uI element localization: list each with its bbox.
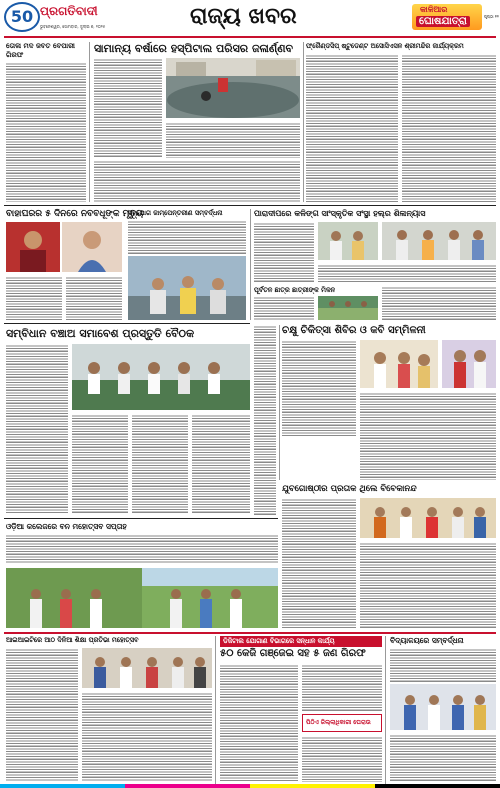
article-text [360,542,496,628]
headline-van-mahotsav: ଓଡ଼ିଆ କଲେଜରେ ବନ ମହୋତ୍ସବ ସପ୍ତାହ [6,522,127,531]
article-text [94,58,162,158]
article-text [282,340,356,436]
photo-couple [6,222,60,272]
article-text [82,692,212,782]
article-text [6,276,62,320]
article-text [66,276,122,320]
kicker-digital-supply: ଡିଜିଟାଲ ଯୋଗାଣ ବିଭାଗରେ ସନ୍ଧାନ କାର୍ଯ୍ୟ [220,636,382,647]
section-rule [4,518,278,519]
headline-eye-camp: ଚକ୍ଷୁ ଚିକିତ୍ସା ଶିବିର ଓ କବି ସମ୍ମିଳନୀ [282,325,426,336]
dateline: ଭୁବନେଶ୍ୱର, ସୋମବାର, ଜୁଲାଇ ୭, ୨୦୨୫ [40,24,106,29]
headline-student-association: ଫ୍ରୈଣ୍ଡସିପ୍ ଷ୍ଟୁଡେଣ୍ଟ ଅସୋସିଏସନ ଶ୍ରୀମନ୍ଦିର ଜାର୍ଯ୍ୟକ୍ରମ [306,42,464,50]
photo-foundation [318,222,378,260]
headline-vivekananda: ଯୁବଗୋଷ୍ଠୀର ପ୍ରତାକ ଥିଲେ ବିବେକାନନ୍ଦ [282,484,417,494]
article-text [302,664,382,712]
column-rule [250,209,251,320]
headline-felicitation: ସହଯୋଗ ଜାମ୍ପେନ୍ତରୀଣ ସମ୍ବର୍ଦ୍ଧନା [128,209,223,217]
section-rule [4,205,496,206]
headline-paradeep-foundation: ପାରାଦୀପରେ କଳିଙ୍ଗ ସାଂସ୍କୃତିକ ସଂସ୍ଥା ହଲ୍ର ଶିଳାନ୍ୟାସ [254,209,426,218]
article-text [72,414,128,514]
article-text [94,160,300,202]
article-text [254,296,314,320]
column-rule [279,325,280,480]
masthead-rule [4,36,496,38]
headline-hospital-waterlogging: ସାମାନ୍ୟ ବର୍ଷାରେ ହସ୍ପିଟାଲ ପରିସର ଜଳାର୍ଣ୍ଣବ [94,42,294,55]
column-rule [385,636,386,784]
headline-bride-death: ବାହାଘରର ୫ ଦିନରେ ନବବଧୂଙ୍କ ମୃତ୍ୟୁ [6,209,144,219]
article-text [6,62,86,202]
paper-name: ପ୍ରଗତିବାଦୀ [40,4,98,18]
section-rule [4,632,496,634]
inset-box [302,714,382,732]
photo-eye-camp [360,340,438,388]
photo-meeting [72,344,250,410]
headline-school-felicitation: ବିଦ୍ୟାଳୟରେ ସମ୍ବର୍ଦ୍ଧନା [390,636,464,645]
article-text [254,325,276,515]
festival-box [412,4,482,30]
article-text [220,664,298,782]
article-text [6,344,68,514]
column-rule [215,636,216,784]
article-text [360,392,496,480]
article-text [6,534,278,564]
article-text [382,286,496,320]
article-text [306,54,398,202]
festival-small: କାଳିଆର [420,5,448,14]
masthead [0,0,500,34]
article-text [390,648,496,682]
article-text [318,264,496,282]
photo-waterlogged-hospital [166,58,300,118]
anniversary-logo: 50 [4,2,40,32]
article-text [166,122,300,158]
footer-bar [0,784,500,788]
photo-felicitation [128,256,246,320]
headline-alumni-meet: ପୂର୍ବତନ ଛାତ୍ର ଛାତ୍ରୀଙ୍କ ମିଳନ [254,286,336,294]
photo-iit-event [82,648,212,688]
photo-youth-event [360,498,496,538]
article-text [302,736,382,782]
article-text [254,222,314,282]
article-text [282,498,356,628]
festival-big: ଘୋଷଯାତ୍ରା [416,16,470,27]
column-rule [303,42,304,202]
article-text [192,414,250,514]
photo-alumni [318,296,378,320]
section-rule [4,323,250,324]
headline-constitution-meeting: ସମ୍ବିଧାନ ବଞ୍ଚାଅ ସମାବେଶ ପ୍ରସ୍ତୁତି ବୈଠକ [6,327,195,340]
headline-ganja-seizure: ୫୦ କେଜି ଗଞ୍ଜେଇ ସହ ୫ ଜଣ ଗିରଫ [220,648,366,659]
photo-bride [62,222,122,272]
column-rule [89,42,90,202]
headline-liquor-seizure: ତୋଳା ମଦ ଜବତ ବେପାରୀ ଗିରଫ [6,42,75,59]
inset-title: ପିଠିଏ ଜିଲ୍ଲାଧିକାରୀ ଘେରାଉ [306,719,371,726]
page-number: ପୃଷ୍ଠା ୧୨ [484,14,499,19]
section-title: ରାଜ୍ୟ ଖବର [190,4,297,29]
headline-iit-festival: ଆଇଆଇଟିରେ ଆଠ ଦିନିଆ ଶିକ୍ଷା ପ୍ରତିଭା ମହୋତ୍ସବ [6,636,139,644]
article-text [6,648,78,782]
photo-poets-meet [442,340,496,388]
photo-ceremony [382,222,496,260]
photo-van-mahotsav [6,568,278,628]
article-text [402,54,496,202]
article-text [390,734,496,782]
article-text [132,414,188,514]
photo-school [390,684,496,730]
article-text [128,220,246,254]
